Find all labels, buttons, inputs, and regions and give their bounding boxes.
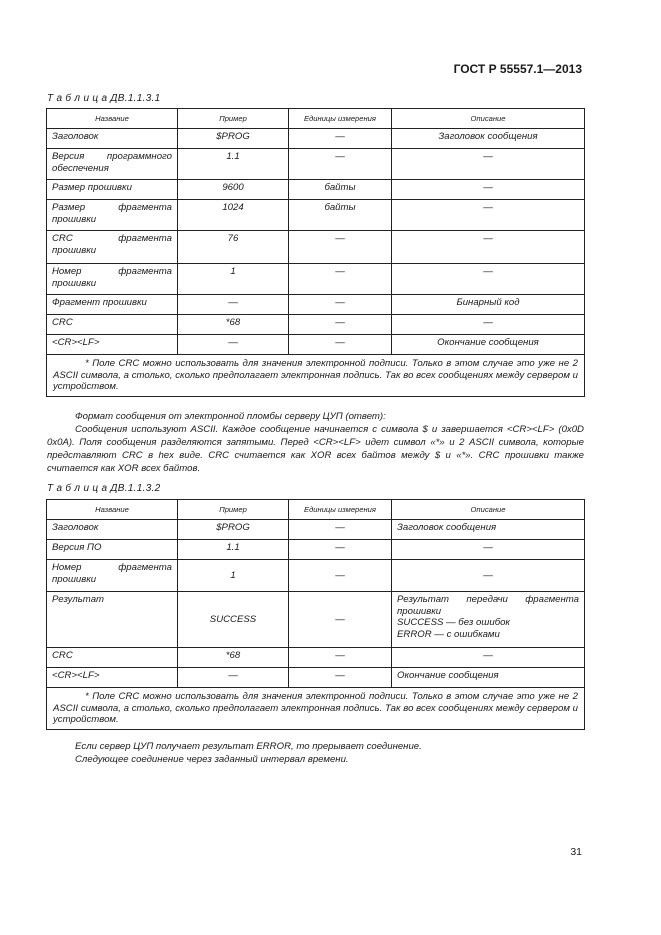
closing-paragraph — [47, 740, 584, 766]
table-cell: Заголовок сообщения — [392, 520, 585, 540]
table-cell: 1.1 — [178, 149, 289, 180]
table-cell: байты — [289, 200, 392, 231]
column-header: Название — [47, 500, 178, 520]
table-cell: — — [289, 560, 392, 592]
table-row — [47, 149, 585, 180]
table-cell: — — [289, 648, 392, 668]
paragraph-line: Следующее соединение через заданный интервал времени. — [75, 754, 349, 765]
result-success-line: SUCCESS — без ошибок — [397, 617, 510, 628]
table-cell: Фрагмент прошивки — [47, 295, 178, 315]
table-cell: Размер фрагмента прошивки — [47, 200, 178, 231]
table-row — [47, 520, 585, 540]
table2 — [46, 499, 585, 730]
table-cell: CRC — [47, 315, 178, 335]
table1-note-row — [47, 355, 585, 397]
table-cell: 1 — [178, 560, 289, 592]
table-cell: — — [392, 540, 585, 560]
table-cell: SUCCESS — [178, 592, 289, 648]
table-cell: 1024 — [178, 200, 289, 231]
table-cell: — — [178, 335, 289, 355]
table-cell: CRC — [47, 648, 178, 668]
table-row — [47, 668, 585, 688]
standard-number: ГОСТ Р 55557.1—2013 — [453, 62, 582, 76]
table-cell — [392, 592, 585, 648]
table-cell: 9600 — [178, 180, 289, 200]
result-error-line: ERROR — с ошибками — [397, 628, 500, 640]
table-cell: — — [289, 315, 392, 335]
table1-header-row — [47, 109, 585, 129]
column-header: Единицы измерения — [289, 500, 392, 520]
table-cell: CRC фрагмента прошивки — [47, 231, 178, 264]
table-cell: $PROG — [178, 520, 289, 540]
table-row — [47, 129, 585, 149]
table-cell: Окончание сообщения — [392, 668, 585, 688]
table-cell: Результат — [47, 592, 178, 648]
table1-caption: Т а б л и ц а ДВ.1.1.3.1 — [47, 93, 161, 104]
table-row — [47, 315, 585, 335]
table-cell: — — [289, 129, 392, 149]
table-cell: Заголовок сообщения — [392, 129, 585, 149]
table-cell: Окончание сообщения — [392, 335, 585, 355]
table-cell: Заголовок — [47, 520, 178, 540]
table-cell: 1.1 — [178, 540, 289, 560]
column-header: Единицы измерения — [289, 109, 392, 129]
table-row — [47, 540, 585, 560]
table-cell: <CR><LF> — [47, 335, 178, 355]
table-cell: — — [289, 668, 392, 688]
column-header: Описание — [392, 109, 585, 129]
table-cell: — — [392, 200, 585, 231]
table-row — [47, 264, 585, 295]
table-cell: 1 — [178, 264, 289, 295]
table-cell: — — [289, 231, 392, 264]
table-row — [47, 231, 585, 264]
table-row — [47, 180, 585, 200]
table-cell: — — [392, 648, 585, 668]
table-row — [47, 200, 585, 231]
table-row — [47, 592, 585, 648]
table-cell: Версия ПО — [47, 540, 178, 560]
table-cell: — — [289, 149, 392, 180]
table-cell: — — [178, 668, 289, 688]
table-cell: Размер прошивки — [47, 180, 178, 200]
table-cell: Номер фрагмента прошивки — [47, 264, 178, 295]
table2-caption: Т а б л и ц а ДВ.1.1.3.2 — [47, 483, 161, 494]
response-format-paragraph — [47, 410, 584, 475]
table-cell: — — [178, 295, 289, 315]
table-cell: — — [289, 335, 392, 355]
table-cell: — — [392, 149, 585, 180]
table1 — [46, 108, 585, 397]
table-cell: — — [392, 264, 585, 295]
column-header: Пример — [178, 109, 289, 129]
table-row — [47, 335, 585, 355]
table-cell: — — [289, 592, 392, 648]
table-cell: — — [289, 520, 392, 540]
table1-note: * Поле CRC можно использовать для значения электронной подписи. Только в этом случае это уже не 2 ASCII символа, а столько, сколько предполагает электронная подпись. Так во всех сообщениях между сервером и устройством. — [47, 355, 585, 397]
table-cell: Бинарный код — [392, 295, 585, 315]
table-cell: Номер фрагмента прошивки — [47, 560, 178, 592]
paragraph-line: Формат сообщения от электронной пломбы серверу ЦУП (ответ): — [75, 411, 386, 422]
table-cell: — — [289, 540, 392, 560]
table-cell: — — [289, 295, 392, 315]
table-cell: — — [392, 560, 585, 592]
table-cell: *68 — [178, 648, 289, 668]
table-row — [47, 295, 585, 315]
table-cell: *68 — [178, 315, 289, 335]
table-cell: — — [392, 315, 585, 335]
table2-note-row — [47, 688, 585, 730]
table-cell: — — [392, 180, 585, 200]
column-header: Описание — [392, 500, 585, 520]
paragraph-line: Если сервер ЦУП получает результат ERROR, то прерывает соединение. — [75, 741, 422, 752]
paragraph-line: Сообщения используют ASCII. Каждое сообщение начинается с символа $ и завершается <CR><LF> (0x0D 0x0A). Поля сообщения разделяются запятыми. Перед <CR><LF> идет символ «*» и 2 ASCII символа, которые представляют CRC в hex виде. CRC считается как XOR всех байтов между $ и «*». CRC прошивки также считается как XOR всех байтов. — [47, 424, 584, 474]
table2-note: * Поле CRC можно использовать для значения электронной подписи. Только в этом случае это уже не 2 ASCII символа, а столько, сколько предполагает электронная подпись. Так во всех сообщениях между сервером и устройством. — [47, 688, 585, 730]
table-row — [47, 560, 585, 592]
table-cell: 76 — [178, 231, 289, 264]
table-cell: байты — [289, 180, 392, 200]
table-cell: $PROG — [178, 129, 289, 149]
page-number: 31 — [570, 846, 582, 858]
column-header: Пример — [178, 500, 289, 520]
table-cell: Версия программного обеспечения — [47, 149, 178, 180]
table-cell: <CR><LF> — [47, 668, 178, 688]
table-cell: — — [289, 264, 392, 295]
column-header: Название — [47, 109, 178, 129]
table-row — [47, 648, 585, 668]
table-cell: — — [392, 231, 585, 264]
table-cell: Заголовок — [47, 129, 178, 149]
result-description: Результат передачи фрагмента прошивки — [397, 594, 579, 617]
table2-header-row — [47, 500, 585, 520]
